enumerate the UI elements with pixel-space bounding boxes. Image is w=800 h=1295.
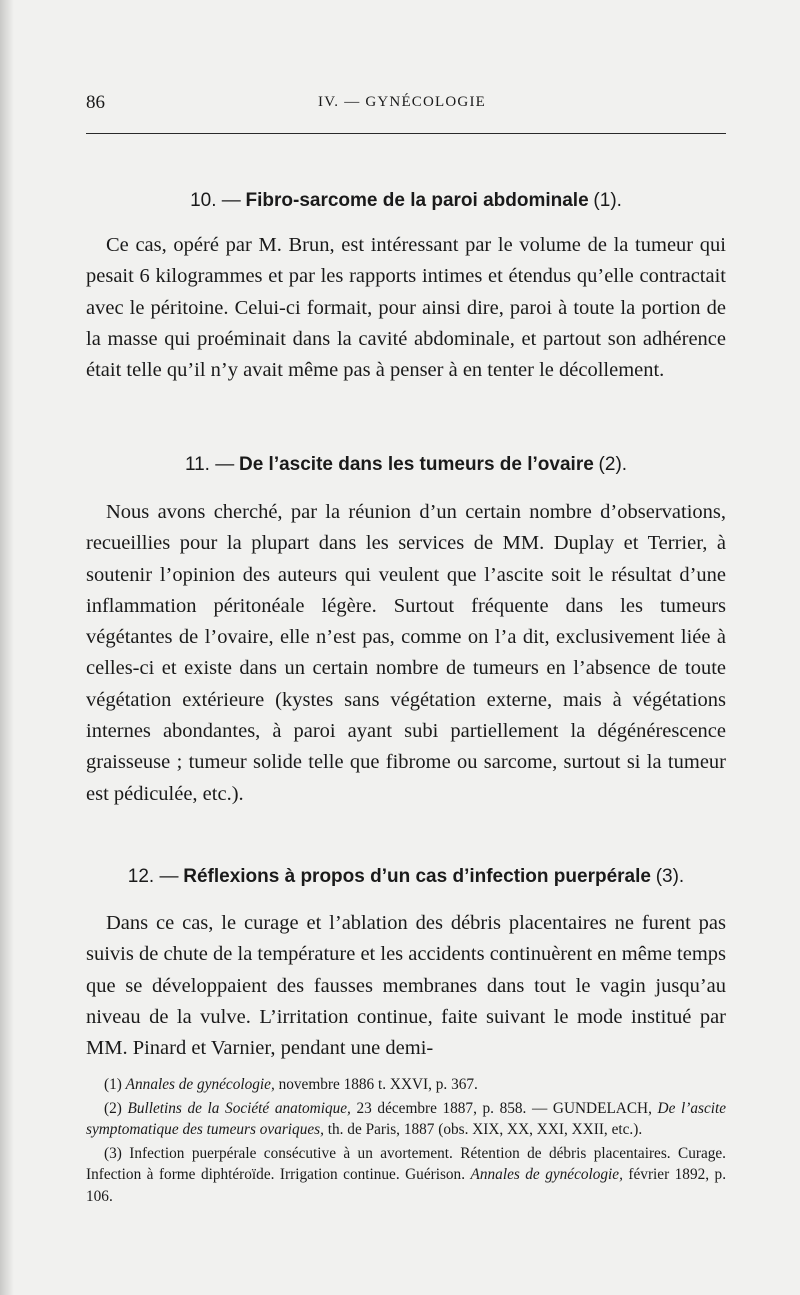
footnote-thesis-title: De l’ascite symptomatique des tumeurs ovariques, xyxy=(86,1099,727,1139)
section-10-paragraph: Ce cas, opéré par M. Brun, est intéressant par le volume de la tumeur qui pesait 6 kilogrammes et par les rapports intimes et étendus qu’elle contractait avec le péritoine. Celui-ci formait, pour ainsi dire, paroi à toute la portion de la masse qui proéminait dans la cavité abdominale, et partout son adhérence était telle qu’il n’y avait même pas à penser à en tenter le décollement. xyxy=(86,234,726,382)
footnote-marker: (2) xyxy=(104,1099,122,1117)
footnote-text-2: th. de Paris, 1887 (obs. XIX, XX, XXI, XXII, etc.). xyxy=(323,1121,643,1139)
page-header xyxy=(86,92,726,120)
footnote-3 xyxy=(86,1143,726,1208)
page-gutter-shadow xyxy=(0,0,14,1295)
section-heading-10 xyxy=(86,188,726,214)
footnote-ref: (1). xyxy=(593,190,622,211)
section-12-paragraph: Dans ce cas, le curage et l’ablation des débris placentaires ne furent pas suivis de chute de la température et les accidents continuèrent en même temps que se développaient des fausses membranes dans tout le vagin jusqu’au niveau de la vulve. L’irritation continue, faite suivant le mode institué par MM. Pinard et Varnier, pendant une demi- xyxy=(86,912,726,1060)
running-head: IV. — GYNÉCOLOGIE xyxy=(318,94,487,110)
footnote-text: 23 décembre 1887, p. 858. — GUNDELACH, xyxy=(350,1099,652,1117)
footnote-1 xyxy=(86,1074,726,1096)
footnote-journal: Bulletins de la Société anatomique, xyxy=(127,1099,351,1117)
footnote-text: Infection puerpérale consécutive à un avortement. Rétention de débris placentaires. Curage. Infection à forme diphtéroïde. Irrigation continue. Guérison. xyxy=(86,1144,726,1184)
footnote-journal: Annales de gynécologie, xyxy=(470,1166,623,1184)
section-heading-12 xyxy=(86,864,726,890)
section-title: Fibro-sarcome de la paroi abdominale xyxy=(245,190,589,211)
header-rule xyxy=(86,133,726,134)
footnote-marker: (1) xyxy=(104,1076,122,1093)
footnote-marker: (3) xyxy=(104,1144,122,1162)
section-11-paragraph: Nous avons cherché, par la réunion d’un certain nombre d’observations, recueillies pour la plupart dans les services de MM. Duplay et Terrier, à soutenir l’opinion des auteurs qui veulent que l’ascite soit le résultat d’une inflammation péritonéale légère. Surtout fréquente dans les tumeurs végétantes de l’ovaire, elle n’est pas, comme on l’a dit, exclusivement liée à celles-ci et existe dans un certain nombre de tumeurs en l’absence de toute végétation extérieure (kystes sans végétation externe, mais à végétations internes abondantes, à paroi ayant subi partiellement la dégénérescence graisseuse ; tumeur solide telle que fibrome ou sarcome, surtout si la tumeur est pédiculée, etc.). xyxy=(86,501,726,805)
footnote-journal: Annales de gynécologie, xyxy=(125,1076,275,1093)
footnote-ref: (2). xyxy=(598,454,628,475)
section-number: 11. — xyxy=(184,454,235,475)
section-number: 12. — xyxy=(127,866,179,887)
footnote-text: novembre 1886 t. XXVI, p. 367. xyxy=(274,1076,478,1093)
footnote-ref: (3). xyxy=(655,866,685,887)
section-number: 10. — xyxy=(190,190,241,211)
page-number: 86 xyxy=(86,92,105,113)
footnotes xyxy=(86,1074,726,1210)
footnote-text-2: février 1892, p. 106. xyxy=(86,1166,727,1205)
section-heading-11 xyxy=(86,452,726,478)
footnote-2 xyxy=(86,1098,726,1141)
section-title: Réflexions à propos d’un cas d’infection puerpérale xyxy=(183,866,651,887)
section-title: De l’ascite dans les tumeurs de l’ovaire xyxy=(238,454,594,475)
